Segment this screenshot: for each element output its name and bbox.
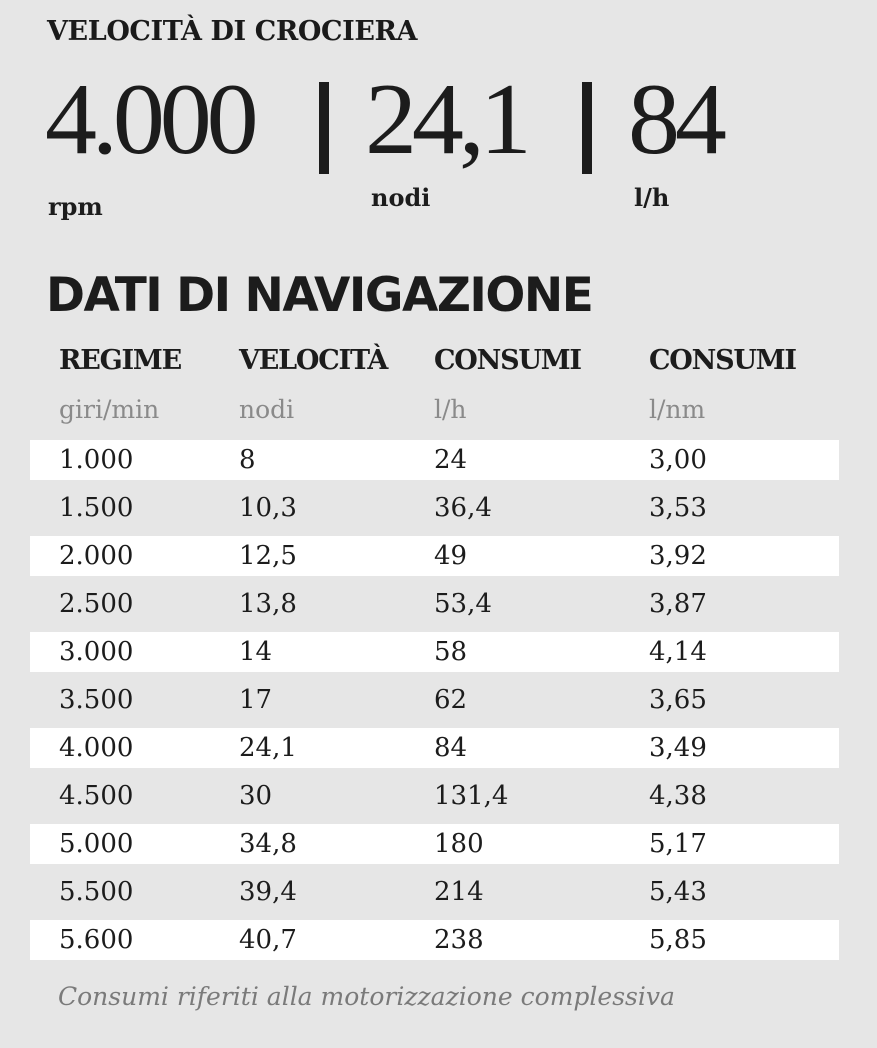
cell-consumi-lh: 131,4 <box>434 781 509 811</box>
column-header-consumi-lnm: CONSUMI <box>649 345 796 376</box>
column-unit-consumi-lnm: l/nm <box>649 395 706 424</box>
cruise-speed-heading: VELOCITÀ DI CROCIERA <box>47 16 418 47</box>
cell-velocita: 34,8 <box>239 829 297 859</box>
table-row <box>30 872 839 912</box>
navigation-data-table <box>30 440 839 960</box>
column-unit-consumi-lh: l/h <box>434 395 467 424</box>
cell-consumi-lh: 53,4 <box>434 589 492 619</box>
cell-consumi-lh: 180 <box>434 829 484 859</box>
cell-consumi-lh: 36,4 <box>434 493 492 523</box>
cruise-consumption-value: 84 <box>628 63 722 176</box>
cell-regime: 2.500 <box>59 589 134 619</box>
table-row <box>30 824 839 864</box>
navigation-data-title: DATI DI NAVIGAZIONE <box>46 268 593 323</box>
cell-consumi-lnm: 3,49 <box>649 733 707 763</box>
table-row <box>30 488 839 528</box>
cruise-consumption-unit: l/h <box>634 183 670 212</box>
cell-consumi-lnm: 3,65 <box>649 685 707 715</box>
column-header-consumi-lh: CONSUMI <box>434 345 581 376</box>
cell-regime: 2.000 <box>59 541 134 571</box>
cell-consumi-lh: 62 <box>434 685 468 715</box>
column-unit-velocita: nodi <box>239 395 295 424</box>
cell-velocita: 14 <box>239 637 273 667</box>
cell-velocita: 8 <box>239 445 256 475</box>
column-unit-regime: giri/min <box>59 395 160 424</box>
cell-regime: 5.000 <box>59 829 134 859</box>
cell-velocita: 24,1 <box>239 733 297 763</box>
table-row <box>30 920 839 960</box>
cruise-speed-unit: nodi <box>371 183 431 212</box>
cell-consumi-lnm: 4,14 <box>649 637 707 667</box>
table-row <box>30 584 839 624</box>
cruise-rpm-unit: rpm <box>48 192 103 221</box>
cell-consumi-lnm: 3,92 <box>649 541 707 571</box>
cell-consumi-lh: 238 <box>434 925 484 955</box>
cell-velocita: 12,5 <box>239 541 297 571</box>
cell-velocita: 39,4 <box>239 877 297 907</box>
cell-consumi-lnm: 3,87 <box>649 589 707 619</box>
cruise-speed-value: 24,1 <box>365 63 527 176</box>
cell-regime: 4.000 <box>59 733 134 763</box>
cell-velocita: 40,7 <box>239 925 297 955</box>
footnote: Consumi riferiti alla motorizzazione complessiva <box>58 982 675 1011</box>
cell-consumi-lnm: 3,00 <box>649 445 707 475</box>
table-row <box>30 632 839 672</box>
cell-regime: 5.600 <box>59 925 134 955</box>
cell-regime: 5.500 <box>59 877 134 907</box>
table-row <box>30 776 839 816</box>
column-header-regime: REGIME <box>59 345 181 376</box>
cell-regime: 4.500 <box>59 781 134 811</box>
cell-consumi-lh: 214 <box>434 877 484 907</box>
cell-consumi-lnm: 3,53 <box>649 493 707 523</box>
cell-regime: 1.000 <box>59 445 134 475</box>
cell-regime: 1.500 <box>59 493 134 523</box>
table-row <box>30 440 839 480</box>
table-row <box>30 680 839 720</box>
cell-consumi-lnm: 4,38 <box>649 781 707 811</box>
cell-regime: 3.500 <box>59 685 134 715</box>
separator-bar <box>319 82 329 174</box>
cell-consumi-lh: 58 <box>434 637 468 667</box>
cell-consumi-lh: 84 <box>434 733 468 763</box>
column-header-velocita: VELOCITÀ <box>239 345 388 376</box>
cell-velocita: 10,3 <box>239 493 297 523</box>
cell-consumi-lnm: 5,43 <box>649 877 707 907</box>
table-row <box>30 536 839 576</box>
cell-consumi-lh: 49 <box>434 541 468 571</box>
cell-regime: 3.000 <box>59 637 134 667</box>
cell-consumi-lh: 24 <box>434 445 468 475</box>
cell-velocita: 17 <box>239 685 273 715</box>
cell-velocita: 13,8 <box>239 589 297 619</box>
cell-consumi-lnm: 5,17 <box>649 829 707 859</box>
cruise-rpm-value: 4.000 <box>45 63 254 176</box>
table-row <box>30 728 839 768</box>
cell-velocita: 30 <box>239 781 273 811</box>
separator-bar <box>582 82 592 174</box>
cell-consumi-lnm: 5,85 <box>649 925 707 955</box>
